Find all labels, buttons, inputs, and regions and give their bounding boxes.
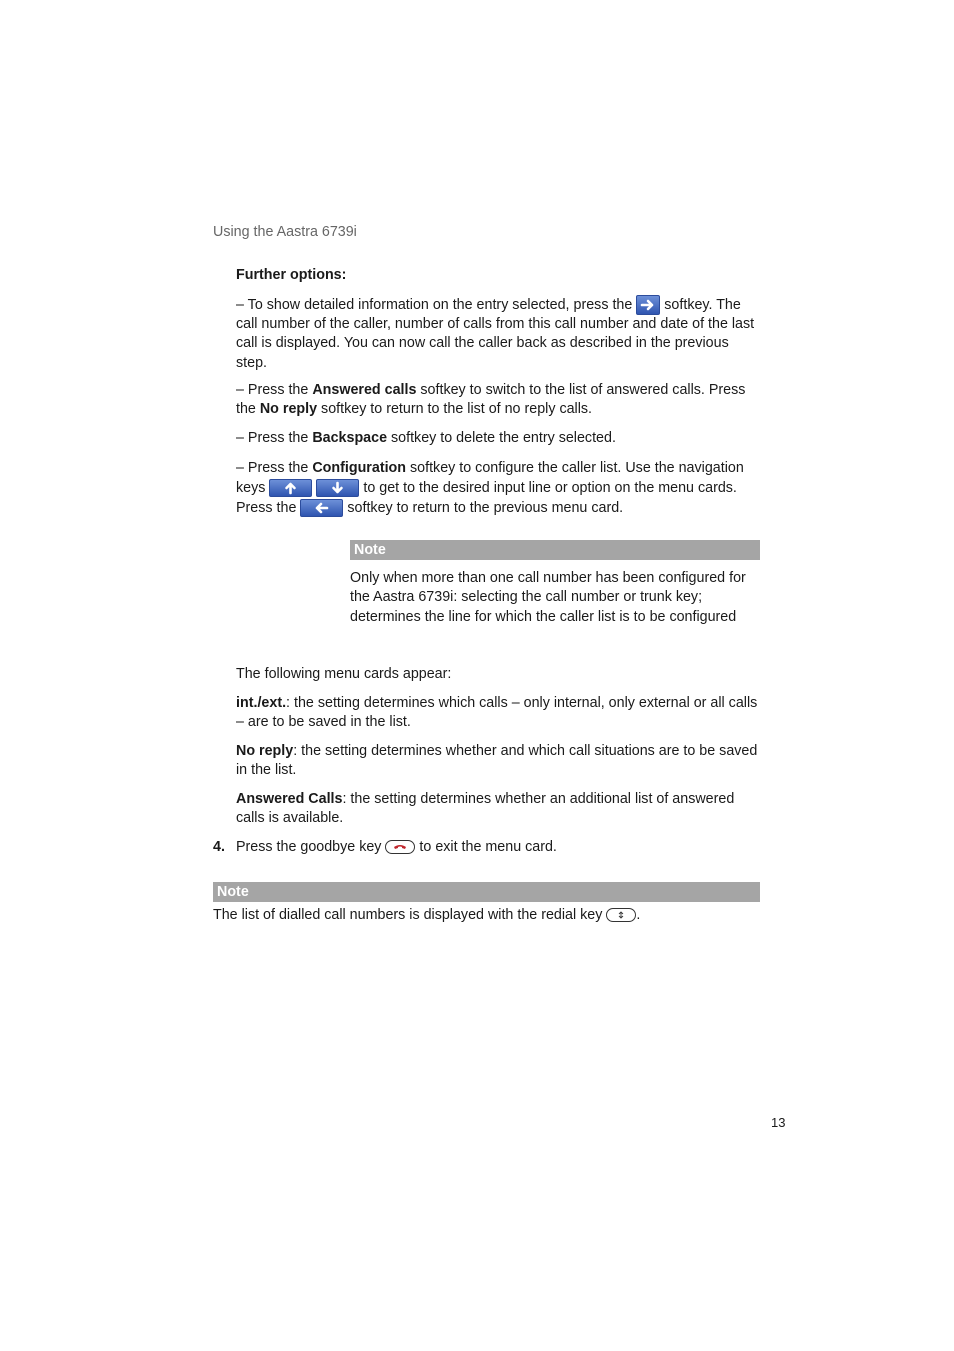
redial-key-icon [606,908,636,922]
option-detail-info: – To show detailed information on the entry selected, press the softkey. The call number of the caller, number of calls from this call number and date of the last call is displayed. You can now call the caller back as described in the previous step. [236,296,755,371]
step-goodbye: Press the goodbye key to exit the menu card. [236,839,557,855]
menu-cards-intro: The following menu cards appear: [236,666,452,682]
further-options-heading: Further options: [236,267,347,283]
arrow-right-softkey-icon [636,295,660,315]
arrow-up-key-icon [269,479,312,497]
arrow-down-key-icon [316,479,359,497]
option-backspace: – Press the Backspace softkey to delete the entry selected. [236,430,616,446]
menu-card-answered-calls: Answered Calls: the setting determines whether an additional list of answered calls is available. [236,791,735,827]
goodbye-key-icon [385,840,415,854]
option-answered-calls: – Press the Answered calls softkey to switch to the list of answered calls. Press the No reply softkey to return to the list of no reply calls. [236,382,746,418]
note-header: Note [350,540,760,560]
menu-card-int-ext: int./ext.: the setting determines which calls – only internal, only external or all calls – are to be saved in the list. [236,695,758,731]
page-number: 13 [771,1115,786,1130]
note-text: Only when more than one call number has been configured for the Aastra 6739i: selecting the call number or trunk key; determines the line for which the caller list is to be configured [350,570,746,625]
option-configuration: – Press the Configuration softkey to configure the caller list. Use the navigation keys to get to the desired input line or option on the menu cards. Press the softkey to return to the previous menu card. [236,460,744,516]
running-header: Using the Aastra 6739i [213,224,357,240]
note-header-2: Note [213,882,760,902]
menu-card-no-reply: No reply: the setting determines whether and which call situations are to be saved in the list. [236,743,758,779]
note-text-2: The list of dialled call numbers is displayed with the redial key . [213,907,641,923]
step-number: 4. [213,839,225,855]
arrow-left-softkey-icon [300,499,343,517]
